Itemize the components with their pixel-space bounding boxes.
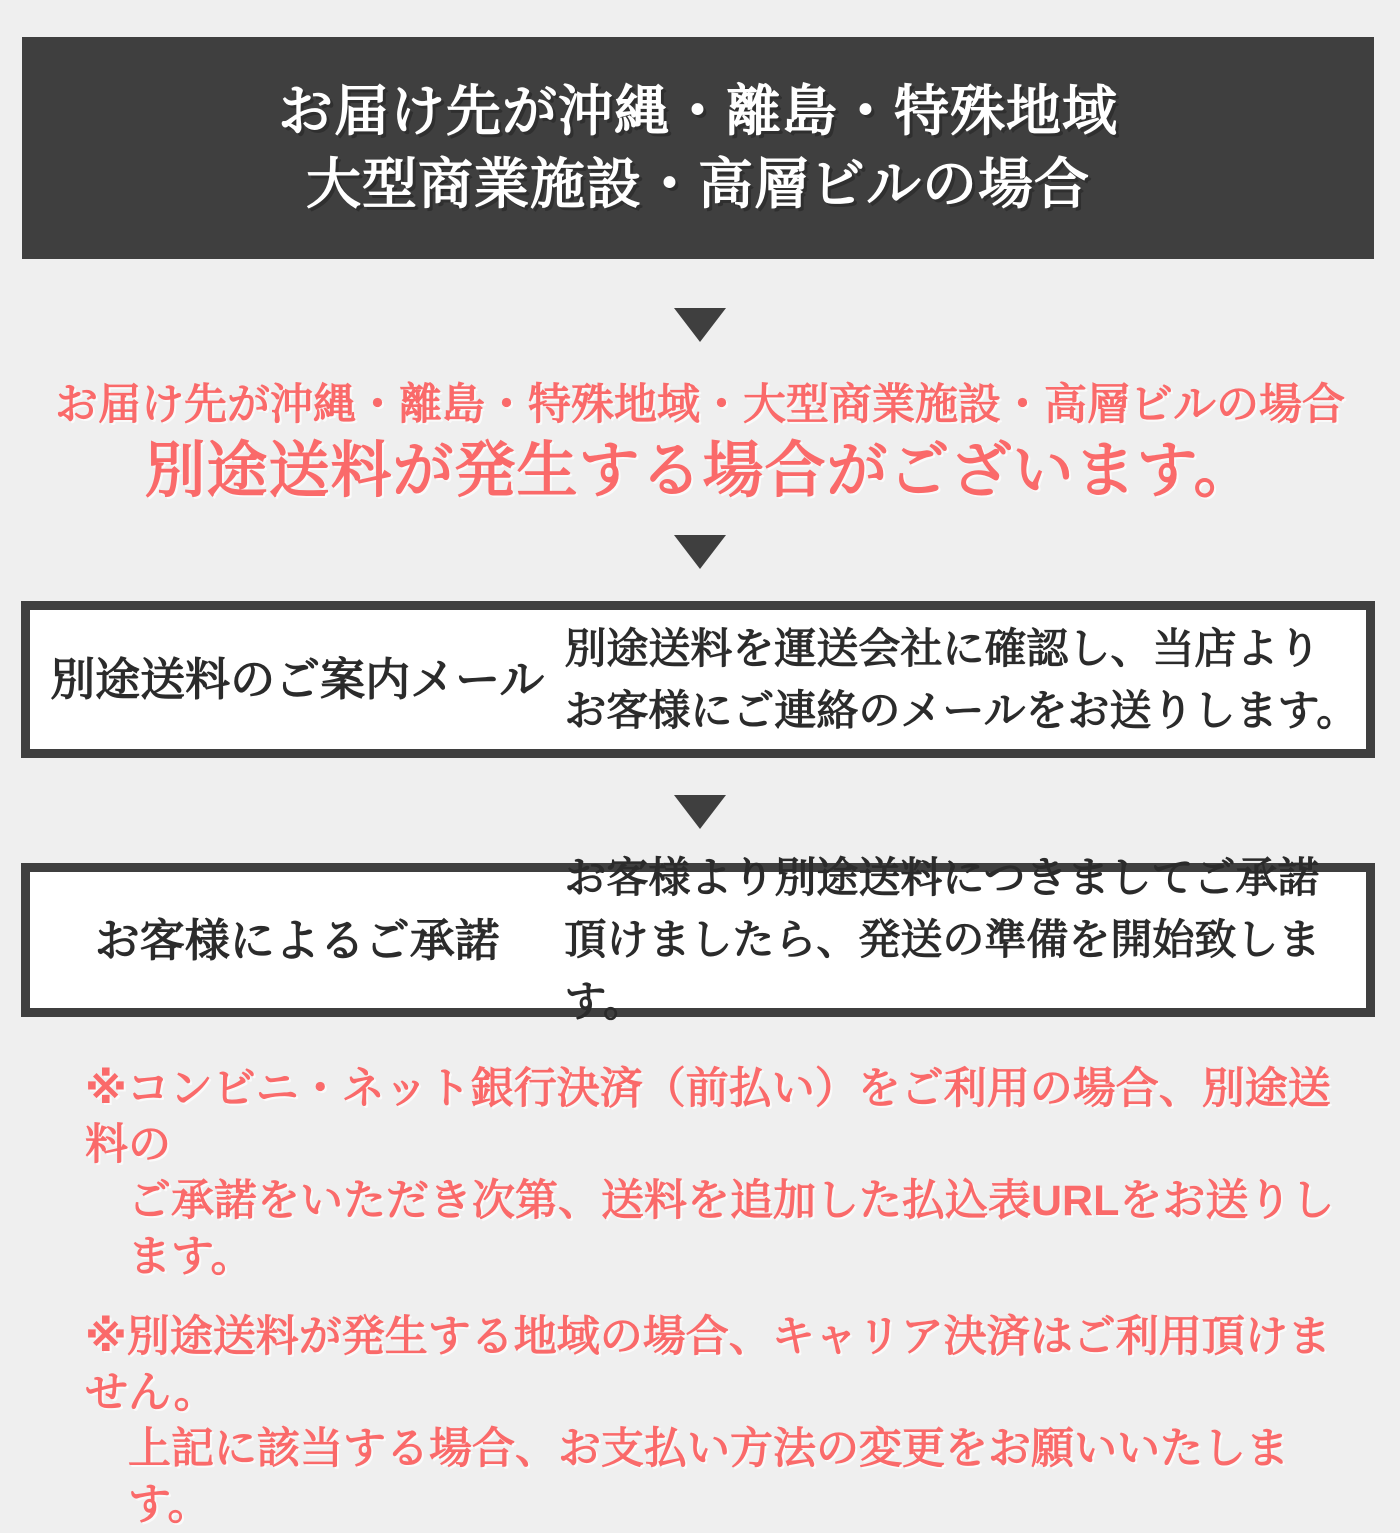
step-box-shipping-fee-email: [21, 601, 1375, 758]
title-banner: [22, 37, 1374, 259]
footnote-line-1: ※別途送料が発生する地域の場合、キャリア決済はご利用頂けません。: [85, 1313, 1331, 1418]
step-description: [564, 618, 1366, 742]
notice-condition-line: お届け先が沖縄・離島・特殊地域・大型商業施設・高層ビルの場合: [55, 381, 1345, 429]
down-arrow-icon: [674, 795, 726, 829]
notice-main-line: 別途送料が発生する場合がございます。: [144, 436, 1256, 505]
title-line-2: 大型商業施設・高層ビルの場合: [305, 153, 1090, 215]
shipping-notice-infographic: [0, 37, 1400, 1530]
footnote-carrier-payment: [85, 1309, 1340, 1533]
step-box-customer-approval: [21, 854, 1375, 1026]
step-description-line-1: 別途送料を運送会社に確認し、当店より: [564, 624, 1321, 672]
step-description-line-1: お客様より別途送料につきましてご承諾: [564, 854, 1320, 902]
step-description: [564, 847, 1366, 1033]
footnotes: [0, 1061, 1400, 1533]
step-description-line-2: 頂けましたら、発送の準備を開始致します。: [564, 916, 1321, 1026]
step-label: 別途送料のご案内メール: [50, 654, 545, 706]
down-arrow-icon: [674, 308, 726, 342]
footnote-line-2: ご承諾をいただき次第、送料を追加した払込表URLをお送りします。: [128, 1177, 1335, 1282]
footnote-prepaid-payment: [85, 1061, 1340, 1285]
footnote-line-2: 上記に該当する場合、お支払い方法の変更をお願いいたします。: [128, 1425, 1289, 1530]
down-arrow-icon: [674, 535, 726, 569]
extra-shipping-notice: [0, 378, 1400, 507]
step-label: お客様によるご承諾: [94, 914, 500, 966]
footnote-line-1: ※コンビニ・ネット銀行決済（前払い）をご利用の場合、別途送料の: [85, 1065, 1331, 1170]
step-description-line-2: お客様にご連絡のメールをお送りします。: [564, 686, 1359, 734]
title-line-1: お届け先が沖縄・離島・特殊地域: [277, 79, 1118, 142]
